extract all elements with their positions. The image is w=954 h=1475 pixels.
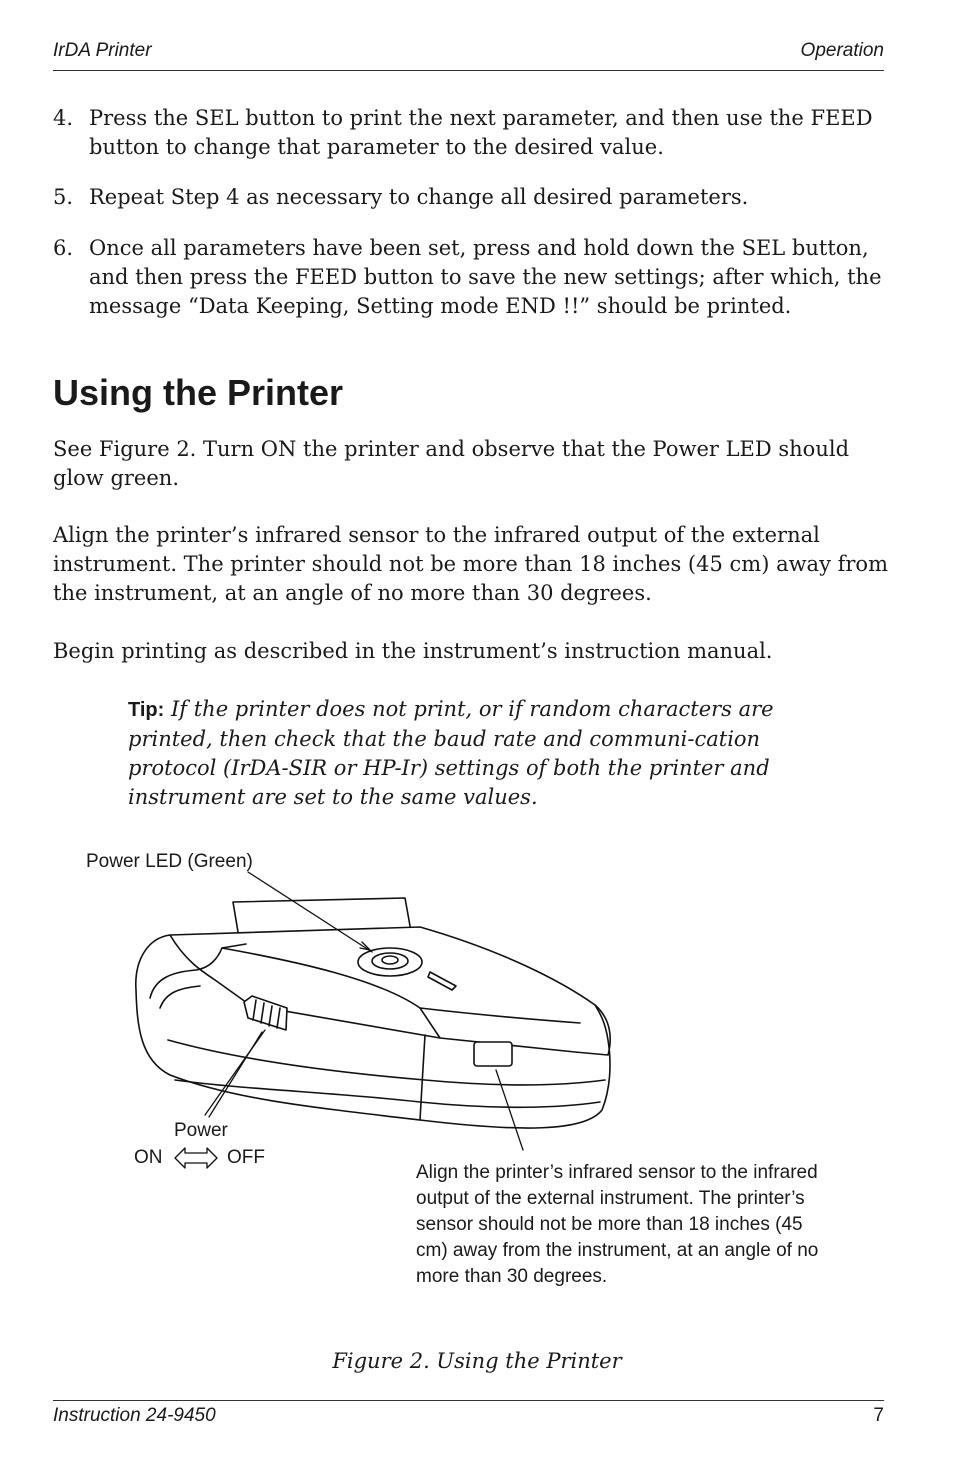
step-number: 4. (53, 106, 74, 130)
figure-printer (0, 840, 954, 1330)
power-led-label: Power LED (Green) (86, 851, 253, 872)
step-number: 5. (53, 185, 74, 209)
section-title: Using the Printer (53, 372, 344, 413)
paragraph-power-led: See Figure 2. Turn ON the printer and observe that the Power LED should glow green. (53, 437, 850, 490)
step-text: Once all parameters have been set, press and hold down the SEL button, and then press the FEED button to save the new settings; after which, the message “Data Keeping, Setting mode END !!” should be printed. (89, 236, 882, 318)
step-5 (53, 183, 888, 212)
paragraph-begin-printing: Begin printing as described in the instrument’s instruction manual. (53, 639, 773, 663)
figure-caption: Figure 2. Using the Printer (332, 1349, 622, 1373)
tip-note (128, 695, 778, 812)
paragraph-align-sensor: Align the printer’s infrared sensor to the infrared output of the external instrument. The printer should not be more than 18 inches (45 cm) away from the instrument, at an angle of no more than 30 degrees. (53, 523, 888, 605)
step-6 (53, 234, 888, 321)
header-doc-title: IrDA Printer (53, 40, 152, 61)
step-4 (53, 104, 888, 162)
power-switch-label: Power (174, 1120, 228, 1141)
footer-rule (53, 1400, 884, 1401)
running-footer (53, 1405, 884, 1427)
sensor-callout: Align the printer’s infrared sensor to the infrared output of the external instrument. The printer’s sensor should not be more than 18 inches (45 cm) away from the instrument, at an angle of no more than 30 degrees. (416, 1162, 819, 1287)
tip-text: If the printer does not print, or if random characters are printed, then check that the baud rate and communi-cation protocol (IrDA-SIR or HP-Ir) settings of both the printer and instrument are set to the same values. (128, 697, 774, 809)
step-number: 6. (53, 236, 74, 260)
header-section: Operation (800, 40, 884, 61)
off-label: OFF (227, 1147, 265, 1168)
page-number: 7 (873, 1405, 884, 1426)
step-text: Repeat Step 4 as necessary to change all desired parameters. (89, 185, 749, 209)
tip-label: Tip: (128, 699, 165, 721)
header-rule (53, 70, 884, 71)
on-label: ON (134, 1147, 163, 1168)
running-header (53, 40, 884, 62)
step-text: Press the SEL button to print the next parameter, and then use the FEED button to change that parameter to the desired value. (89, 106, 873, 159)
footer-instruction-number: Instruction 24-9450 (53, 1405, 216, 1426)
